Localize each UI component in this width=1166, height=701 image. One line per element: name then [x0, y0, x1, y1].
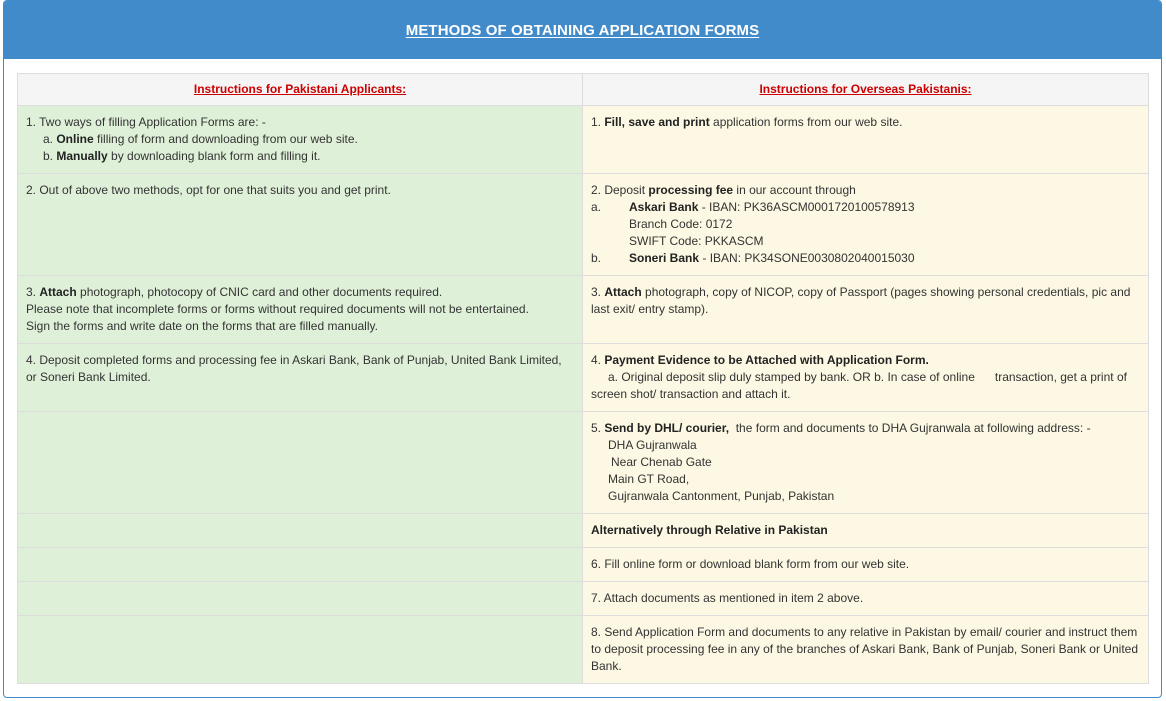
table-row — [18, 582, 1149, 616]
step-3-bold: Attach — [39, 285, 77, 299]
overseas-step-1 — [583, 106, 1149, 174]
overseas-step-1-prefix: 1. — [591, 115, 605, 129]
bank-soneri — [591, 250, 1140, 267]
step-3-prefix: 3. — [26, 285, 40, 299]
option-a-text: filling of form and downloading from our web site. — [93, 132, 358, 146]
option-b-prefix: b. — [43, 149, 57, 163]
pakistani-step-2 — [18, 174, 583, 276]
option-b-text: by downloading blank form and filling it. — [107, 149, 321, 163]
pakistani-empty-5 — [18, 412, 583, 514]
table-row — [18, 344, 1149, 412]
pakistani-empty-9 — [18, 616, 583, 684]
overseas-step-3-prefix: 3. — [591, 285, 605, 299]
overseas-step-8-text: 8. Send Application Form and documents to any relative in Pakistan by email/ courier and instruct them to deposit processing fee in any of the branches of Askari Bank, Bank of Punjab, Soneri Bank or United Bank. — [591, 625, 1138, 673]
overseas-step-1-bold: Fill, save and print — [604, 115, 710, 129]
forms-panel — [3, 0, 1162, 698]
address-line-3: Main GT Road, — [608, 472, 690, 486]
step-3-line-2: Please note that incomplete forms or forms without required documents will not be entertained. — [26, 302, 529, 316]
overseas-step-4-title — [591, 352, 1140, 369]
bank-a-letter: a. — [591, 200, 602, 214]
overseas-step-2-intro — [591, 182, 1140, 199]
table-row — [18, 276, 1149, 344]
address-line-1: DHA Gujranwala — [608, 438, 697, 452]
overseas-step-1-text: application forms from our web site. — [709, 115, 903, 129]
step-4-prefix: 4. — [591, 353, 605, 367]
bank-a-details — [629, 199, 915, 216]
bank-a-swift: SWIFT Code: PKKASCM — [629, 234, 764, 248]
overseas-step-3 — [583, 276, 1149, 344]
step-5-bold: Send by DHL/ courier, — [604, 421, 730, 435]
overseas-step-4-body: a. Original deposit slip duly stamped by bank. OR b. In case of online transaction, get a print of screen shot/ transaction and attach it. — [591, 370, 1131, 401]
table-row — [18, 412, 1149, 514]
bank-b-letter: b. — [591, 251, 602, 265]
pakistani-empty-8 — [18, 582, 583, 616]
overseas-step-3-text: photograph, copy of NICOP, copy of Passport (pages showing personal credentials, pic and last exit/ entry stamp). — [591, 285, 1131, 316]
pakistani-step-1 — [18, 106, 583, 174]
pakistani-empty-6 — [18, 514, 583, 548]
column-header-pakistani — [18, 74, 583, 106]
overseas-step-6-text: 6. Fill online form or download blank form from our web site. — [591, 557, 910, 571]
step-1-option-b — [26, 148, 574, 165]
option-a-prefix: a. — [43, 132, 57, 146]
step-5-prefix: 5. — [591, 421, 605, 435]
page-title: METHODS OF OBTAINING APPLICATION FORMS — [405, 21, 760, 39]
overseas-step-8 — [583, 616, 1149, 684]
table-row — [18, 106, 1149, 174]
step-2-bold: processing fee — [648, 183, 734, 197]
bank-b-iban: - IBAN: PK34SONE0030802040015030 — [699, 251, 915, 265]
step-5-text: the form and documents to DHA Gujranwala at following address: - — [729, 421, 1091, 435]
bank-a-name: Askari Bank — [629, 200, 699, 214]
step-4-bold: Payment Evidence to be Attached with Application Form. — [604, 353, 929, 367]
column-header-overseas — [583, 74, 1149, 106]
bank-b-details — [629, 250, 915, 267]
overseas-step-5 — [583, 412, 1149, 514]
table-row — [18, 514, 1149, 548]
bank-b-name: Soneri Bank — [629, 251, 700, 265]
overseas-alternative-heading — [583, 514, 1149, 548]
pakistani-empty-7 — [18, 548, 583, 582]
column-header-pakistani-label: Instructions for Pakistani Applicants: — [193, 82, 407, 96]
step-3-line-3: Sign the forms and write date on the forms that are filled manually. — [26, 319, 378, 333]
address-line-4: Gujranwala Cantonment, Punjab, Pakistan — [608, 489, 835, 503]
instructions-table — [17, 73, 1149, 684]
step-1-intro: 1. Two ways of filling Application Forms are: - — [26, 115, 266, 129]
option-b-bold: Manually — [56, 149, 108, 163]
overseas-step-7 — [583, 582, 1149, 616]
step-3-line-1 — [26, 284, 574, 301]
overseas-step-3-bold: Attach — [604, 285, 642, 299]
option-a-bold: Online — [56, 132, 94, 146]
step-2-text: in our account through — [733, 183, 856, 197]
overseas-step-4 — [583, 344, 1149, 412]
overseas-step-7-text: 7. Attach documents as mentioned in item 2 above. — [591, 591, 864, 605]
bank-a-branch: Branch Code: 0172 — [629, 217, 733, 231]
table-header-row — [18, 74, 1149, 106]
step-2-prefix: 2. Deposit — [591, 183, 649, 197]
table-row — [18, 548, 1149, 582]
panel-heading — [4, 1, 1161, 59]
address-line-2: Near Chenab Gate — [611, 455, 712, 469]
column-header-overseas-label: Instructions for Overseas Pakistanis: — [759, 82, 972, 96]
table-row — [18, 616, 1149, 684]
overseas-step-2 — [583, 174, 1149, 276]
overseas-step-5-intro — [591, 420, 1140, 437]
alternative-heading: Alternatively through Relative in Pakistan — [591, 523, 828, 537]
bank-a-iban: - IBAN: PK36ASCM0001720100578913 — [698, 200, 915, 214]
pakistani-step-3 — [18, 276, 583, 344]
bank-askari — [591, 199, 1140, 216]
step-3-text: photograph, photocopy of CNIC card and other documents required. — [76, 285, 443, 299]
pakistani-step-4-text: 4. Deposit completed forms and processing fee in Askari Bank, Bank of Punjab, United Bank Limited, or Soneri Bank Limited. — [26, 353, 562, 384]
step-1-option-a — [26, 131, 574, 148]
pakistani-step-2-text: 2. Out of above two methods, opt for one that suits you and get print. — [26, 183, 391, 197]
table-row — [18, 174, 1149, 276]
pakistani-step-4 — [18, 344, 583, 412]
overseas-step-6 — [583, 548, 1149, 582]
